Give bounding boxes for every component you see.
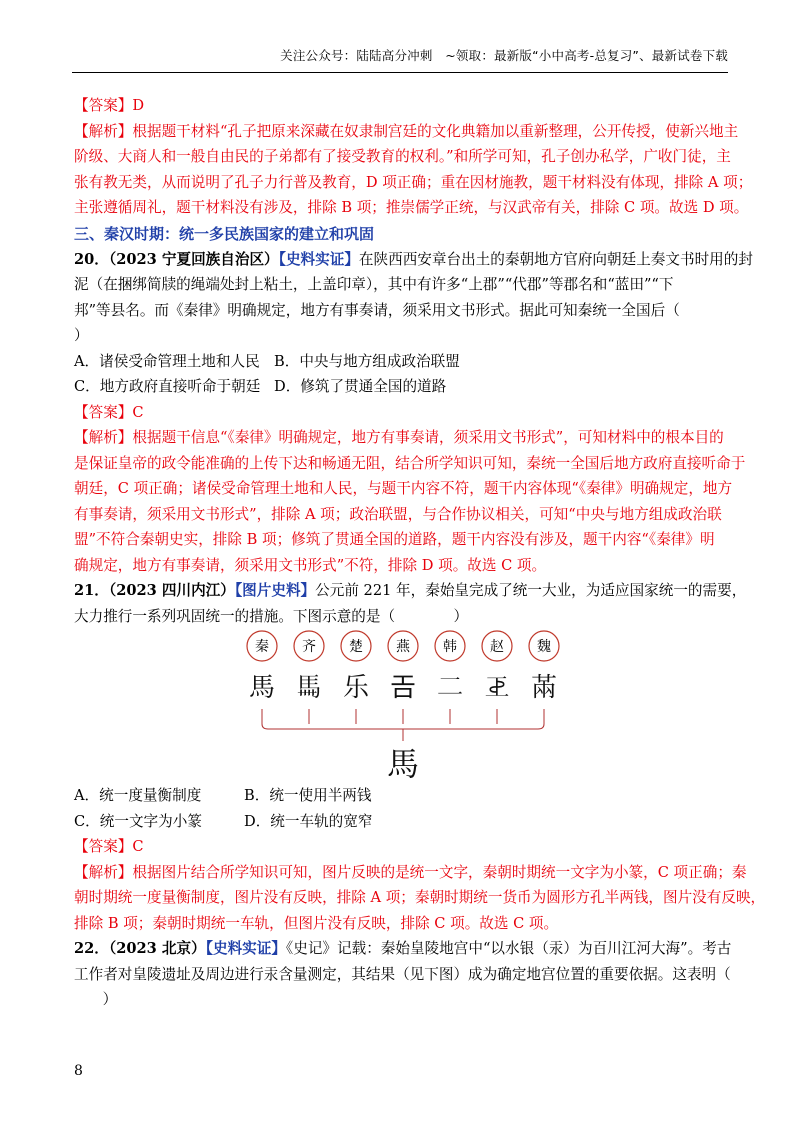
q19-analysis-line: 张有教无类，从而说明了孔子力行普及教育，D 项正确；重在因材施教，题干材料没有体现，排除 A 项； bbox=[74, 173, 753, 191]
q20-option-b: B．中央与地方组成政治联盟 bbox=[274, 352, 460, 370]
q21-analysis-line: 朝时期统一度量衡制度，图片没有反映，排除 A 项；秦朝时期统一货币为圆形方孔半两钱，图片没有反映， bbox=[74, 889, 766, 906]
q22-source: （2023 北京） bbox=[108, 940, 206, 957]
q21-options-row bbox=[74, 809, 728, 835]
q21-analysis-line: 【解析】根据图片结合所学知识可知，图片反映的是统一文字，秦朝时期统一文字为小篆，C 项正确；秦 bbox=[74, 863, 747, 881]
q20-analysis-line: 朝廷，C 项正确；诸侯受命管理土地和人民，与题干内容不符，题干内容体现“《秦律》明确规定，地方 bbox=[74, 480, 733, 497]
state-name-label: 秦 bbox=[255, 639, 269, 655]
q21-option-c: C．统一文字为小篆 bbox=[74, 812, 202, 830]
q22-tag: 【史料实证】 bbox=[205, 940, 286, 957]
section-title: 三、秦汉时期：统一多民族国家的建立和巩固 bbox=[74, 224, 375, 243]
q21-number: 21． bbox=[74, 582, 109, 599]
state-name-label: 韩 bbox=[443, 639, 457, 655]
state-script-glyph: 𩡧 bbox=[295, 673, 323, 703]
q20-options-row bbox=[74, 349, 728, 375]
state-script-glyph: 𠄞 bbox=[436, 673, 464, 703]
q21-tag: 【图片史料】 bbox=[234, 582, 316, 599]
q20-stem-line: 泥（在捆绑简牍的绳端处封上粘土，上盖印章），其中有许多“上郡”“代郡”等郡名和“蓝田”“下 bbox=[74, 276, 674, 293]
q21-analysis-line: 排除 B 项；秦朝时期统一车轨，但图片没有反映，排除 C 项。故选 C 项。 bbox=[74, 914, 559, 932]
q21-stem-line: 大力推行一系列巩固统一的措施。下图示意的是（ ） bbox=[74, 607, 469, 625]
q21-answer: 【答案】C bbox=[74, 838, 144, 855]
q19-analysis-line: 阶级、大商人和一般自由民的子弟都有了接受教育的权利。”和所学可知，孔子创办私学，广收门徒，主 bbox=[74, 148, 731, 165]
state-name-label: 燕 bbox=[396, 639, 410, 655]
state-name-label: 魏 bbox=[537, 639, 551, 655]
q20-stem-first bbox=[74, 247, 753, 273]
state-script-glyph: 𢀓 bbox=[483, 673, 511, 703]
script-unification-figure bbox=[74, 629, 728, 783]
q21-stem-text: 公元前 221 年，秦始皇完成了统一大业，为适应国家统一的需要， bbox=[315, 582, 747, 599]
q20-analysis-line: 盟”不符合秦朝史实，排除 B 项；修筑了贯通全国的道路，题干内容没有涉及，题干内容“《秦律》明 bbox=[74, 531, 715, 548]
q20-number: 20． bbox=[74, 250, 109, 268]
state-script-glyph: 㒼 bbox=[530, 673, 558, 703]
q20-stem-line: ） bbox=[74, 327, 89, 344]
state-script-glyph: 𢀛 bbox=[389, 673, 417, 703]
q21-source: （2023 四川内江） bbox=[108, 582, 235, 599]
q20-stem-line: 邦”等县名。而《秦律》明确规定，地方有事奏请，须采用文书形式。据此可知秦统一全国后（ bbox=[74, 301, 680, 319]
q20-tag: 【史料实证】 bbox=[278, 250, 359, 268]
q20-analysis-line: 有事奏请，须采用文书形式”，排除 A 项；政治联盟，与合作协议相关，可知“中央与地方组成政治联 bbox=[74, 505, 722, 523]
page-header: 关注公众号：陆陆高分冲刺 ~领取：最新版“小中高考-总复习”、最新试卷下载 bbox=[280, 48, 728, 63]
q20-option-c: C．地方政府直接听命于朝廷 bbox=[74, 378, 261, 395]
q20-option-d: D．修筑了贯通全国的道路 bbox=[274, 378, 447, 395]
q19-answer: 【答案】D bbox=[74, 97, 145, 114]
state-script-glyph: 馬 bbox=[248, 673, 276, 703]
q20-stem-text: 在陕西西安章台出土的秦朝地方官府向朝廷上奏文书时用的封 bbox=[358, 250, 753, 268]
bracket-line bbox=[262, 724, 544, 729]
q21-option-a: A．统一度量衡制度 bbox=[74, 787, 202, 804]
state-script-glyph: 乐 bbox=[342, 673, 370, 703]
unified-script-glyph: 馬 bbox=[386, 745, 420, 783]
q20-answer: 【答案】C bbox=[74, 403, 144, 421]
q22-stem-first bbox=[74, 936, 732, 962]
q20-analysis-line: 确规定，地方有事奏请，须采用文书形式”不符，排除 D 项。故选 C 项。 bbox=[74, 556, 547, 574]
q21-option-b: B．统一使用半两钱 bbox=[244, 787, 372, 804]
q20-analysis-line: 是保证皇帝的政令能准确的上传下达和畅通无阻，结合所学知识可知，秦统一全国后地方政府直接听命于 bbox=[74, 454, 746, 472]
q20-options-row bbox=[74, 374, 728, 400]
q22-stem-line: 工作者对皇陵遗址及周边进行汞含量测定，其结果（见下图）成为确定地宫位置的重要依据。这表明（ bbox=[74, 965, 731, 983]
q20-analysis-line: 【解析】根据题干信息“《秦律》明确规定，地方有事奏请，须采用文书形式”，可知材料中的根本目的 bbox=[74, 429, 724, 446]
state-name-label: 齐 bbox=[302, 639, 316, 655]
q22-stem-line: ） bbox=[88, 991, 118, 1008]
figure-svg bbox=[74, 629, 728, 783]
page-number: 8 bbox=[74, 1063, 83, 1079]
page-content bbox=[74, 93, 766, 1013]
q21-stem-first bbox=[74, 578, 747, 604]
state-name-label: 赵 bbox=[490, 639, 504, 655]
q20-option-a: A．诸侯受命管理土地和人民 bbox=[74, 352, 260, 370]
q20-source: （2023 宁夏回族自治区） bbox=[108, 250, 279, 268]
q19-analysis-line: 【解析】根据题干材料“孔子把原来深藏在奴隶制宫廷的文化典籍加以重新整理，公开传授，使新兴地主 bbox=[74, 122, 739, 140]
q22-number: 22． bbox=[74, 940, 109, 957]
q19-analysis-line: 主张遵循周礼，题干材料没有涉及，排除 B 项；推崇儒学正统，与汉武帝有关，排除 C 项。故选 D 项。 bbox=[74, 199, 749, 216]
q21-options-row bbox=[74, 783, 728, 809]
q21-option-d: D．统一车轨的宽窄 bbox=[244, 812, 373, 830]
header-divider bbox=[72, 72, 728, 73]
q22-stem-text: 《史记》记载：秦始皇陵地宫中“以水银（汞）为百川江河大海”。考古 bbox=[285, 940, 732, 957]
state-name-label: 楚 bbox=[349, 639, 363, 655]
